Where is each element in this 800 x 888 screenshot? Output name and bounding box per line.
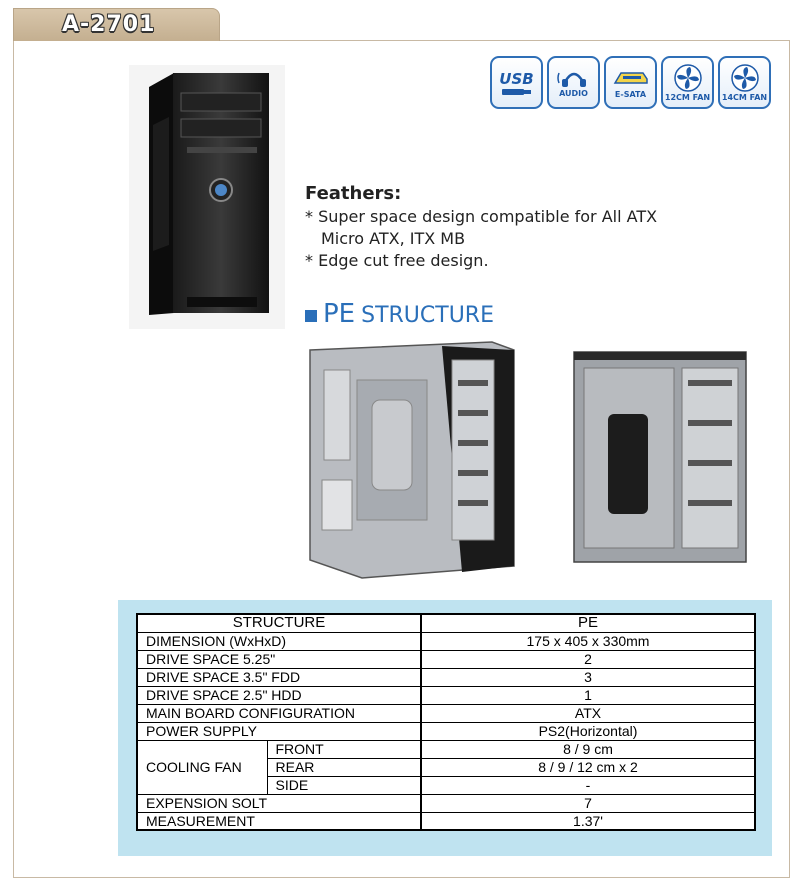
table-row: DRIVE SPACE 2.5" HDD 1 [137, 686, 755, 704]
usb-icon: USB [490, 56, 543, 109]
header-pe: PE [421, 614, 755, 632]
spec-table [136, 613, 756, 831]
structure-title: PE STRUCTURE [305, 299, 494, 329]
fan-12cm-icon: 12CM FAN [661, 56, 714, 109]
esata-icon: E-SATA [604, 56, 657, 109]
header-structure: STRUCTURE [137, 614, 421, 632]
features-heading: Feathers: [305, 183, 402, 204]
feature-line: Micro ATX, ITX MB [321, 229, 466, 248]
spec-table-panel [118, 600, 772, 856]
table-row: DRIVE SPACE 5.25" 2 [137, 650, 755, 668]
bullet-square-icon [305, 310, 317, 322]
pc-case-image [129, 65, 285, 329]
table-row: EXPENSION SOLT 7 [137, 794, 755, 812]
features-section [305, 183, 657, 272]
cooling-fan-label: COOLING FAN [137, 740, 267, 794]
feature-line: * Super space design compatible for All ATX [305, 207, 658, 226]
table-row: DRIVE SPACE 3.5" FDD 3 [137, 668, 755, 686]
table-row: SIDE - [137, 776, 755, 794]
table-header-row [137, 614, 755, 632]
table-row: POWER SUPPLY PS2(Horizontal) [137, 722, 755, 740]
audio-icon: AUDIO [547, 56, 600, 109]
table-row: MAIN BOARD CONFIGURATION ATX [137, 704, 755, 722]
table-row: MEASUREMENT 1.37' [137, 812, 755, 830]
table-row: COOLING FAN FRONT 8 / 9 cm [137, 740, 755, 758]
table-row: DIMENSION (WxHxD) 175 x 405 x 330mm [137, 632, 755, 650]
case-interior-left-image [302, 340, 520, 580]
case-interior-right-image [572, 350, 748, 564]
fan-14cm-icon: 14CM FAN [718, 56, 771, 109]
model-name: A-2701 [62, 12, 156, 37]
feature-line: * Edge cut free design. [305, 251, 489, 270]
model-tab [13, 8, 220, 41]
table-row: REAR 8 / 9 / 12 cm x 2 [137, 758, 755, 776]
feature-icons [490, 56, 771, 109]
